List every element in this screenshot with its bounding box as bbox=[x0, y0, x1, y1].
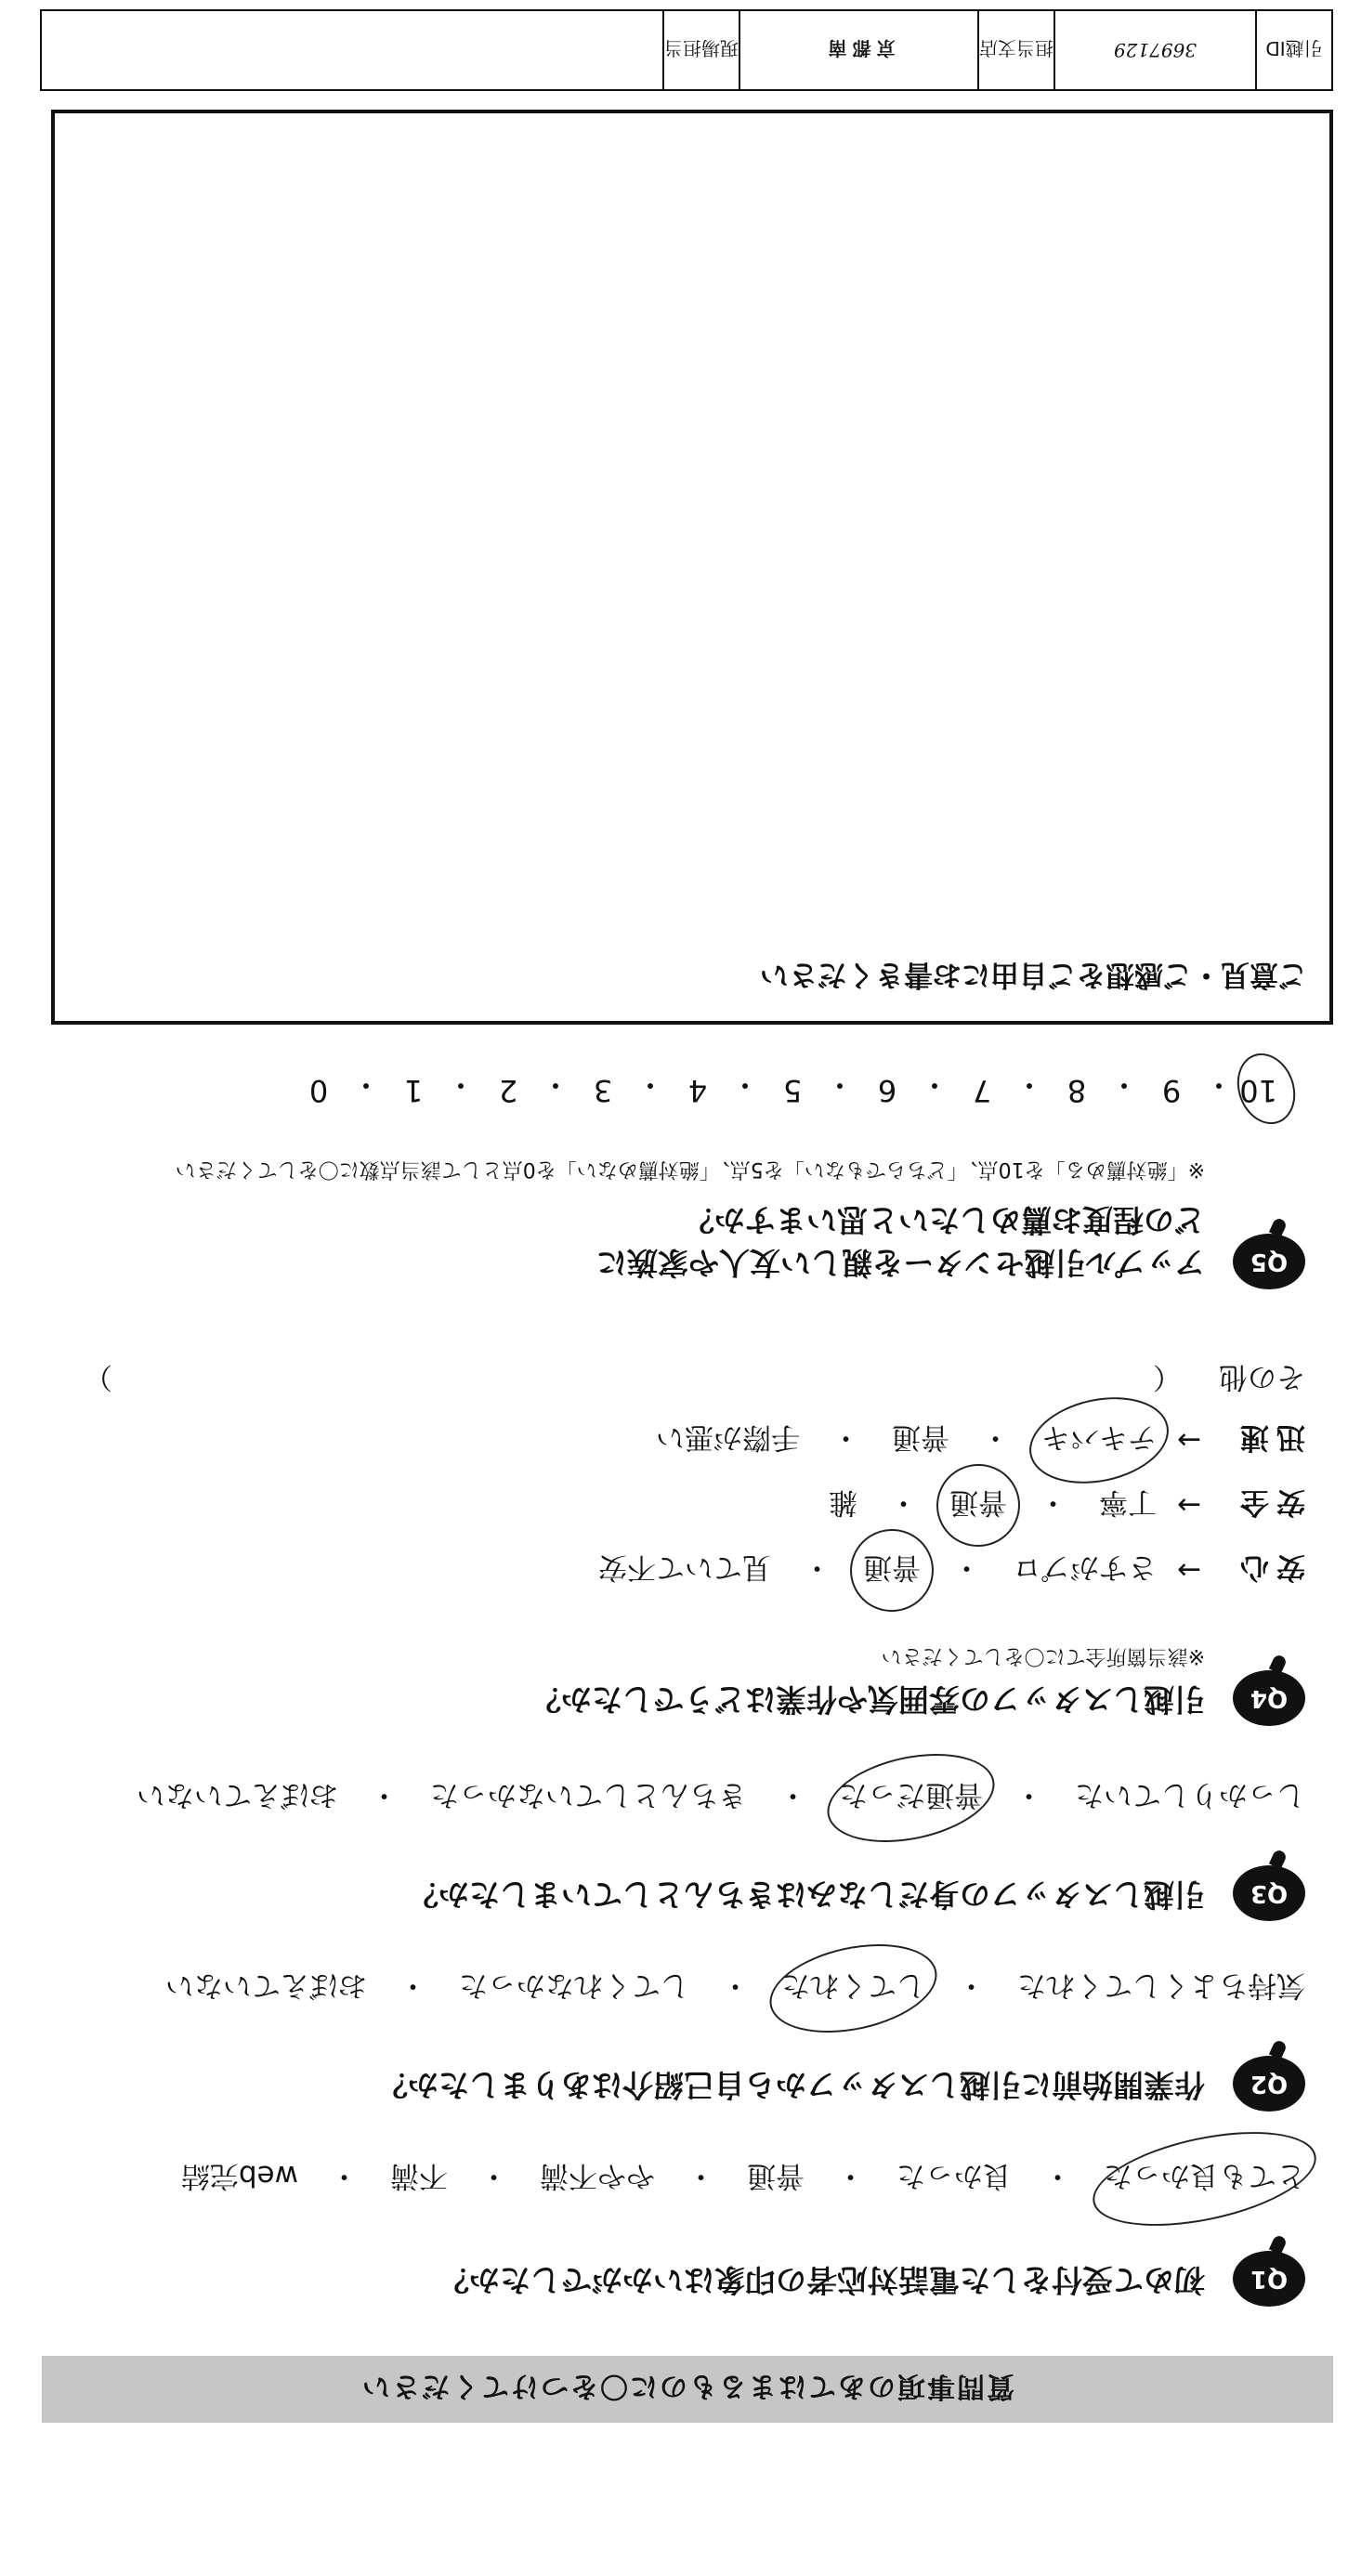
q3-badge: Q3 bbox=[1233, 1865, 1305, 1921]
q4-option-label: 丁寧 bbox=[1099, 1485, 1157, 1519]
scale-separator: ・ bbox=[1204, 1067, 1235, 1103]
q5-score-option[interactable] bbox=[1160, 1066, 1183, 1108]
scale-separator: ・ bbox=[920, 1067, 950, 1103]
scale-separator: ・ bbox=[351, 1067, 382, 1103]
id-label: 引越ID bbox=[1255, 11, 1331, 89]
q4-option-label: さすがプロ bbox=[1013, 1550, 1157, 1584]
instruction-band: 質問事項のあてはまるものに〇をつけてください bbox=[42, 2356, 1333, 2423]
q3-option-label: しっかりしていた bbox=[1075, 1778, 1305, 1811]
option-separator: ・ bbox=[981, 1420, 1010, 1454]
q1-option-label: 不満 bbox=[390, 2159, 448, 2192]
question-4 bbox=[42, 1644, 1305, 1726]
q4-option-label: テキパキ bbox=[1041, 1420, 1157, 1454]
q3-option-label: きちんとしていなかった bbox=[430, 1778, 747, 1811]
selection-circle bbox=[1021, 1385, 1176, 1496]
staff-label: 現場担当 bbox=[662, 11, 739, 89]
arrow-icon: → bbox=[1177, 1553, 1201, 1588]
q4-option[interactable] bbox=[656, 1419, 800, 1461]
q4-row bbox=[598, 1550, 1305, 1591]
q1-option-label: 良かった bbox=[896, 2159, 1012, 2192]
branch-value: 京都南 bbox=[739, 11, 977, 89]
q4-option[interactable] bbox=[1041, 1419, 1157, 1461]
option-separator: ・ bbox=[957, 1968, 986, 2002]
q5-score-option[interactable] bbox=[308, 1066, 330, 1108]
option-separator: ・ bbox=[889, 1485, 918, 1519]
q4-option[interactable] bbox=[1013, 1550, 1157, 1591]
option-separator: ・ bbox=[952, 1550, 981, 1584]
q5-score-label: 10 bbox=[1239, 1073, 1277, 1108]
q1-text: 初めて受付をした電話対応者の印象はいかがでしたか？ bbox=[438, 2262, 1205, 2298]
question-1 bbox=[42, 2251, 1305, 2307]
q4-option[interactable] bbox=[1099, 1484, 1157, 1526]
id-table bbox=[40, 9, 1333, 91]
q5-score-option[interactable] bbox=[781, 1066, 804, 1108]
q2-badge: Q2 bbox=[1233, 2056, 1305, 2112]
option-separator: ・ bbox=[399, 1968, 427, 2002]
q1-option[interactable] bbox=[896, 2158, 1012, 2200]
q4-option[interactable] bbox=[829, 1484, 857, 1526]
option-separator: ・ bbox=[1043, 2159, 1072, 2192]
q5-score-option[interactable] bbox=[592, 1066, 614, 1108]
staff-value bbox=[42, 11, 662, 89]
q4-option-label: 普通 bbox=[863, 1550, 921, 1584]
q1-option[interactable] bbox=[181, 2158, 298, 2200]
comments-title: ご意見・ご感想をご自由にお書きください bbox=[760, 958, 1307, 991]
q4-option[interactable] bbox=[892, 1419, 949, 1461]
q4-other-label: その他 bbox=[1219, 1360, 1305, 1393]
q4-option-label: 普通 bbox=[892, 1420, 949, 1454]
selection-circle bbox=[819, 1740, 1003, 1856]
q3-text: 引越しスタッフの身だしなみはきちんとしていましたか？ bbox=[408, 1876, 1205, 1913]
q2-option[interactable] bbox=[459, 1968, 689, 2009]
q5-score-option[interactable] bbox=[1066, 1066, 1088, 1108]
q4-option[interactable] bbox=[949, 1484, 1007, 1526]
option-separator: ・ bbox=[1039, 1485, 1067, 1519]
q5-score-option[interactable] bbox=[876, 1066, 898, 1108]
q1-option-label: とても良かった bbox=[1104, 2159, 1305, 2192]
q2-text: 作業開始前に引越しスタッフから自己紹介はありましたか？ bbox=[377, 2067, 1205, 2103]
q5-score-label: 7 bbox=[972, 1073, 992, 1108]
scale-separator: ・ bbox=[541, 1067, 571, 1103]
q3-option-label: おぼえていない bbox=[137, 1778, 338, 1811]
q1-option[interactable] bbox=[540, 2158, 655, 2200]
q4-row bbox=[656, 1419, 1305, 1461]
q2-option[interactable] bbox=[1017, 1968, 1305, 2009]
q1-option[interactable] bbox=[390, 2158, 448, 2200]
q5-score-label: 5 bbox=[782, 1073, 803, 1108]
q5-score-label: 9 bbox=[1161, 1073, 1182, 1108]
selection-circle bbox=[929, 1457, 1028, 1555]
selection-circle bbox=[1084, 2115, 1324, 2243]
q5-score-label: 3 bbox=[593, 1073, 613, 1108]
q5-note: ※「絶対薦める」を10点、「どちらでもない」を5点、「絶対薦めない」を0点として該当点数に〇をしてください bbox=[175, 1157, 1205, 1181]
q4-other-close: ） bbox=[84, 1360, 112, 1393]
q5-score-label: 4 bbox=[687, 1073, 708, 1108]
q1-option-label: やや不満 bbox=[540, 2159, 655, 2192]
q4-option[interactable] bbox=[598, 1550, 771, 1591]
q4-option-label: 普通 bbox=[949, 1485, 1007, 1519]
q5-text-line2: どの程度お薦めしたいと思いますか？ bbox=[684, 1202, 1205, 1238]
q2-options bbox=[165, 1968, 1305, 2009]
q4-note: ※該当箇所全てに〇をしてください bbox=[881, 1644, 1205, 1667]
option-separator: ・ bbox=[330, 2159, 359, 2192]
q5-scale bbox=[308, 1066, 1277, 1108]
q4-option-label: 雑 bbox=[829, 1485, 857, 1519]
q2-option-label: おぼえていない bbox=[165, 1968, 367, 2002]
q5-badge: Q5 bbox=[1233, 1234, 1305, 1289]
q4-row-label: 安心 bbox=[1233, 1550, 1305, 1584]
option-separator: ・ bbox=[803, 1550, 831, 1584]
comments-box[interactable] bbox=[51, 110, 1333, 1025]
q3-option[interactable] bbox=[1075, 1777, 1305, 1819]
q1-option-label: web完結 bbox=[180, 2159, 298, 2192]
q3-option[interactable] bbox=[839, 1777, 983, 1819]
scale-separator: ・ bbox=[825, 1067, 856, 1103]
option-separator: ・ bbox=[1014, 1778, 1043, 1811]
q2-option[interactable] bbox=[781, 1968, 925, 2009]
q1-option[interactable] bbox=[747, 2158, 805, 2200]
q4-row-label: 迅速 bbox=[1233, 1420, 1305, 1454]
q3-option[interactable] bbox=[430, 1777, 747, 1819]
option-separator: ・ bbox=[779, 1778, 807, 1811]
q5-score-option[interactable] bbox=[687, 1066, 709, 1108]
selection-circle bbox=[762, 1930, 946, 2046]
q4-row bbox=[829, 1484, 1305, 1526]
q1-option[interactable] bbox=[1104, 2158, 1305, 2200]
q5-score-label: 1 bbox=[403, 1073, 424, 1108]
q5-score-label: 2 bbox=[498, 1073, 518, 1108]
option-separator: ・ bbox=[479, 2159, 508, 2192]
selection-circle bbox=[1227, 1045, 1304, 1132]
q1-badge: Q1 bbox=[1233, 2251, 1305, 2307]
q5-score-option[interactable] bbox=[1239, 1066, 1277, 1108]
q2-option-label: してくれなかった bbox=[459, 1968, 689, 2002]
q1-option-label: 普通 bbox=[747, 2159, 805, 2192]
q4-badge: Q4 bbox=[1233, 1670, 1305, 1726]
arrow-icon: → bbox=[1177, 1488, 1201, 1523]
q1-options bbox=[181, 2158, 1305, 2200]
q4-row-label: 安全 bbox=[1233, 1485, 1305, 1519]
question-3 bbox=[42, 1865, 1305, 1921]
q4-option-label: 手際が悪い bbox=[656, 1420, 800, 1454]
q4-other bbox=[84, 1359, 1305, 1401]
q3-options bbox=[137, 1777, 1305, 1819]
branch-label: 担当支店 bbox=[977, 11, 1053, 89]
q2-option[interactable] bbox=[165, 1968, 367, 2009]
q5-score-label: 6 bbox=[877, 1073, 897, 1108]
id-value: 3697129 bbox=[1053, 11, 1255, 89]
q5-text-line1: アップル引越センターを親しい友人や家族に bbox=[595, 1245, 1205, 1281]
scale-separator: ・ bbox=[730, 1067, 761, 1103]
option-separator: ・ bbox=[831, 1420, 860, 1454]
option-separator: ・ bbox=[687, 2159, 715, 2192]
question-2 bbox=[42, 2056, 1305, 2112]
q5-score-label: 8 bbox=[1067, 1073, 1087, 1108]
q3-option-label: 普通だった bbox=[839, 1778, 983, 1811]
question-5 bbox=[42, 1157, 1305, 1289]
option-separator: ・ bbox=[836, 2159, 865, 2192]
q3-option[interactable] bbox=[137, 1777, 338, 1819]
q5-score-option[interactable] bbox=[402, 1066, 425, 1108]
q2-option-label: してくれた bbox=[781, 1968, 925, 2002]
arrow-icon: → bbox=[1177, 1423, 1201, 1458]
q5-score-label: 0 bbox=[308, 1073, 329, 1108]
scale-separator: ・ bbox=[635, 1067, 666, 1103]
scale-separator: ・ bbox=[1014, 1067, 1045, 1103]
q4-other-open: （ bbox=[1153, 1360, 1182, 1393]
q2-option-label: 気持ちよくしてくれた bbox=[1017, 1968, 1305, 2002]
q4-option-label: 見ていて不安 bbox=[598, 1550, 771, 1584]
option-separator: ・ bbox=[721, 1968, 750, 2002]
q4-option[interactable] bbox=[863, 1550, 921, 1591]
scale-separator: ・ bbox=[446, 1067, 477, 1103]
option-separator: ・ bbox=[370, 1778, 399, 1811]
scale-separator: ・ bbox=[1109, 1067, 1140, 1103]
q5-score-option[interactable] bbox=[971, 1066, 993, 1108]
selection-circle bbox=[843, 1522, 942, 1620]
q4-text: 引越しスタッフの雰囲気や作業はどうでしたか？ bbox=[530, 1681, 1205, 1718]
q5-score-option[interactable] bbox=[497, 1066, 519, 1108]
